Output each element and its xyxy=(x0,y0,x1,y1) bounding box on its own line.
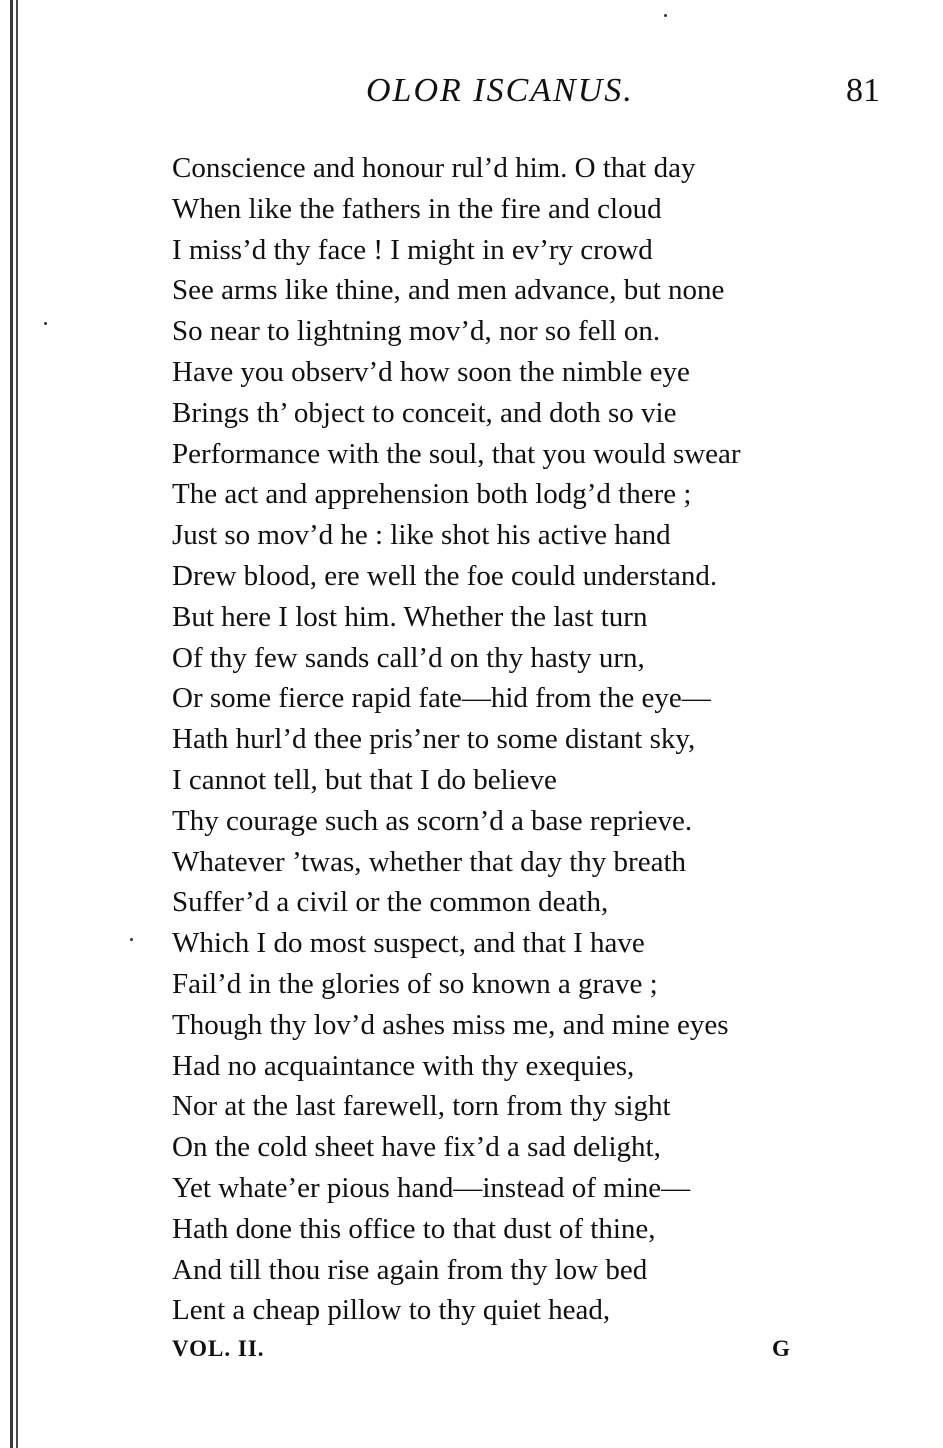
poem-line: I cannot tell, but that I do believe xyxy=(172,763,557,796)
poem-line: But here I lost him. Whether the last turn xyxy=(172,600,648,633)
poem-line: Or some fierce rapid fate—hid from the eye— xyxy=(172,682,711,715)
poem-line: Whatever ’twas, whether that day thy breath xyxy=(172,845,687,878)
poem-line: On the cold sheet have fix’d a sad delight, xyxy=(172,1131,661,1164)
poem-line: Though thy lov’d ashes miss me, and mine eyes xyxy=(172,1008,729,1041)
poem-line: So near to lightning mov’d, nor so fell on. xyxy=(172,315,661,348)
poem-line: Had no acquaintance with thy exequies, xyxy=(172,1049,635,1082)
poem-line: Have you observ’d how soon the nimble eye xyxy=(172,355,690,388)
page-binding-edge xyxy=(10,0,22,1448)
page-speck xyxy=(130,938,133,941)
poem-line: And till thou rise again from thy low bed xyxy=(172,1253,648,1286)
poem-line: Fail’d in the glories of so known a grave ; xyxy=(172,967,658,1000)
volume-mark: VOL. II. xyxy=(172,1336,265,1361)
poem-line: Hath done this office to that dust of thine, xyxy=(172,1212,656,1245)
poem-line: Yet whate’er pious hand—instead of mine— xyxy=(172,1171,691,1204)
running-title: OLOR ISCANUS. xyxy=(366,72,634,109)
poem-line: Performance with the soul, that you would swear xyxy=(172,437,741,470)
page-footer xyxy=(0,1336,943,1376)
page-speck xyxy=(44,322,47,325)
page-number: 81 xyxy=(846,72,880,109)
poem-line: Conscience and honour rul’d him. O that day xyxy=(172,152,696,184)
poem-line: Nor at the last farewell, torn from thy sight xyxy=(172,1090,671,1123)
poem-line: The act and apprehension both lodg’d there ; xyxy=(172,478,692,511)
poem-body xyxy=(172,148,912,1331)
poem-line: Drew blood, ere well the foe could understand. xyxy=(172,559,718,592)
poem-line: Just so mov’d he : like shot his active hand xyxy=(172,519,671,552)
poem-line: Of thy few sands call’d on thy hasty urn, xyxy=(172,641,645,674)
poem-line: See arms like thine, and men advance, but none xyxy=(172,274,725,307)
poem-line: Hath hurl’d thee pris’ner to some distant sky, xyxy=(172,723,696,756)
poem-line: I miss’d thy face ! I might in ev’ry crowd xyxy=(172,233,653,266)
poem-line: Thy courage such as scorn’d a base reprieve. xyxy=(172,804,693,837)
poem-line: Suffer’d a civil or the common death, xyxy=(172,886,609,919)
signature-mark: G xyxy=(772,1336,790,1361)
poem-line: When like the fathers in the fire and cloud xyxy=(172,192,662,225)
running-head xyxy=(0,72,943,122)
poem-line: Lent a cheap pillow to thy quiet head, xyxy=(172,1294,611,1327)
page-speck xyxy=(664,14,667,17)
poem-line: Brings th’ object to conceit, and doth so vie xyxy=(172,396,677,429)
poem-line: Which I do most suspect, and that I have xyxy=(172,927,645,960)
